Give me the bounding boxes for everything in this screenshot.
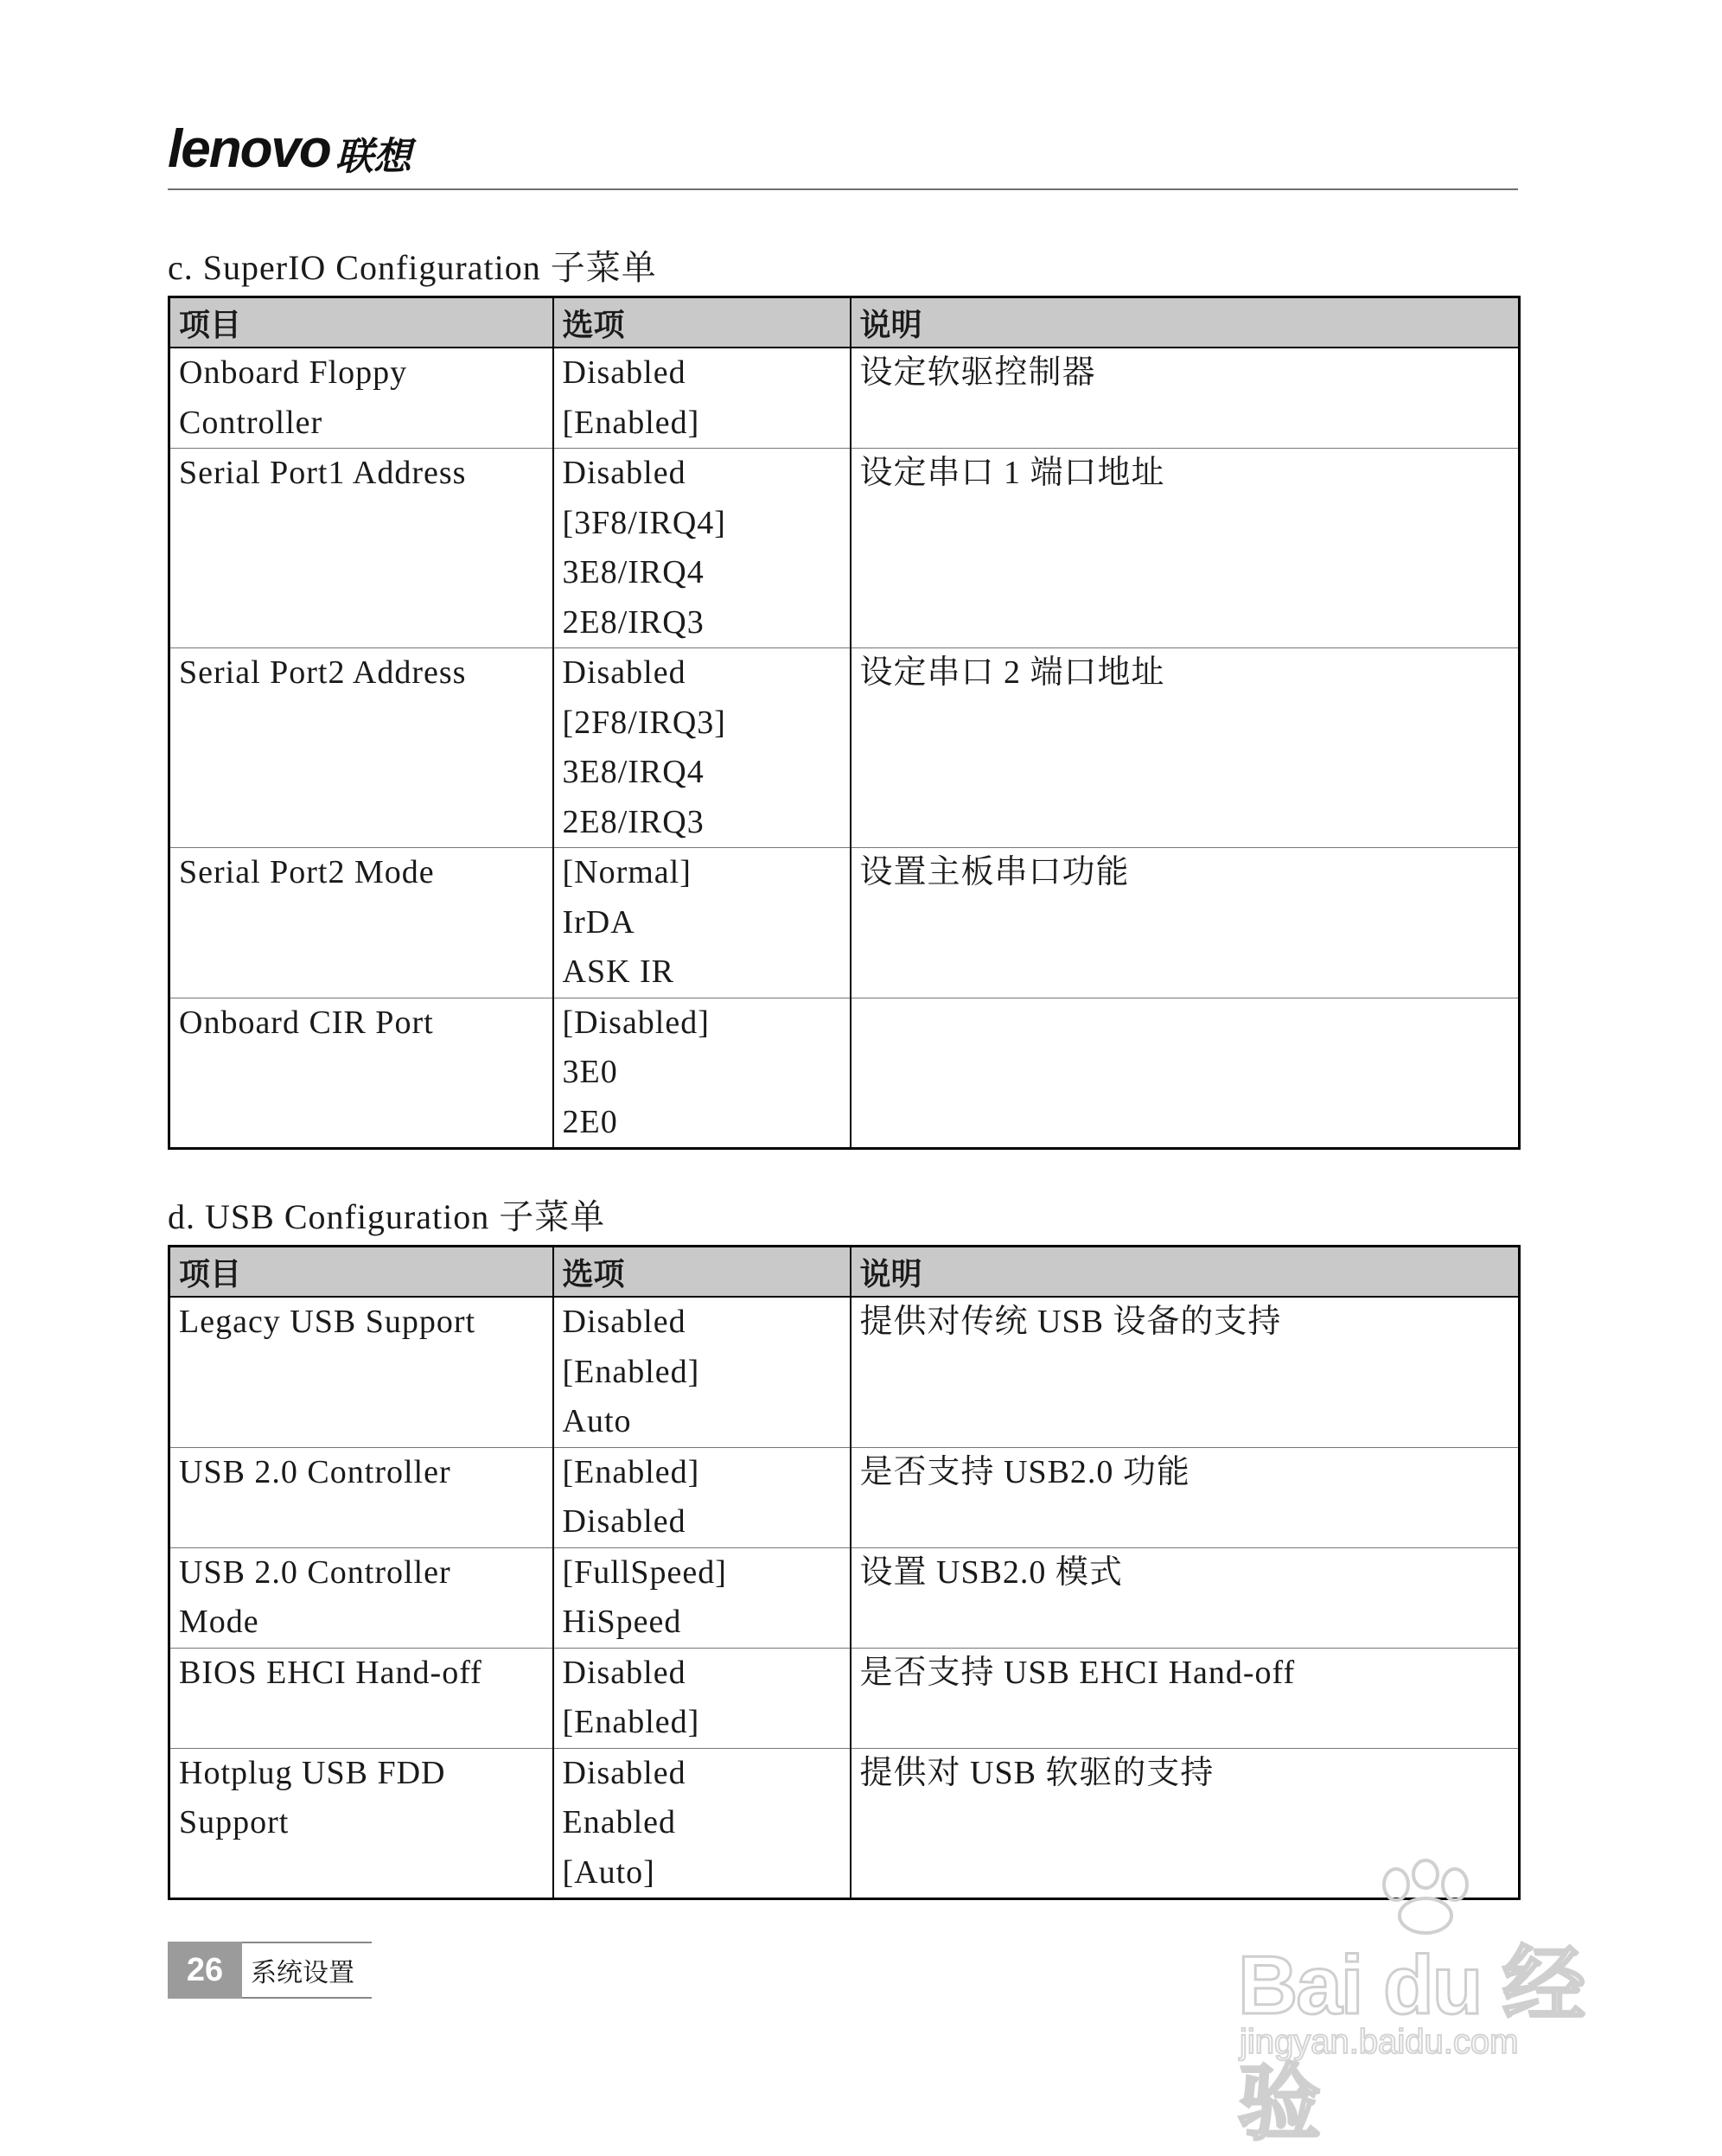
table-row [169, 348, 1520, 449]
baidu-watermark [1228, 1859, 1642, 2150]
cell-options [553, 449, 851, 648]
option-value: [Auto] [562, 1853, 655, 1891]
description-text: 提供对 USB 软驱的支持 [859, 1754, 1215, 1791]
cell-options [553, 1748, 851, 1899]
description-text: 是否支持 USB EHCI Hand-off [859, 1654, 1296, 1691]
cell-options [553, 1297, 851, 1447]
logo-brand: lenovo [168, 119, 330, 179]
cell-item [169, 1547, 553, 1648]
cell-description [851, 1547, 1520, 1648]
section-title-usb: d. USB Configuration 子菜单 [168, 1197, 606, 1236]
table-row [169, 648, 1520, 848]
description-text: 设定串口 2 端口地址 [859, 654, 1165, 691]
cell-item [169, 848, 553, 998]
cell-description [851, 998, 1520, 1149]
item-line: Onboard Floppy [179, 354, 408, 391]
option-value: [Enabled] [562, 1704, 700, 1740]
cell-item [169, 449, 553, 648]
column-header-description: 说明 [851, 297, 1520, 348]
option-value: IrDA [562, 903, 635, 941]
option-value: ASK IR [562, 954, 675, 990]
description-text: 设定串口 1 端口地址 [859, 455, 1165, 491]
cell-options [553, 1547, 851, 1648]
item-line: Onboard CIR Port [179, 1004, 434, 1041]
option-value: Disabled [562, 1754, 686, 1791]
cell-options [553, 998, 851, 1149]
cell-options [553, 348, 851, 449]
description-text: 设置 USB2.0 模式 [859, 1553, 1123, 1591]
cell-description [851, 848, 1520, 998]
item-line: Controller [179, 404, 323, 441]
column-header-item: 项目 [169, 297, 553, 348]
cell-item [169, 648, 553, 848]
option-value: 3E8/IRQ4 [562, 754, 705, 790]
column-header-options: 选项 [553, 1247, 851, 1298]
cell-options [553, 848, 851, 998]
option-value: [Enabled] [562, 1353, 700, 1390]
option-value: 2E0 [562, 1103, 618, 1140]
column-header-item: 项目 [169, 1247, 553, 1298]
description-text: 设定软驱控制器 [859, 354, 1096, 391]
item-line: Serial Port2 Address [179, 654, 467, 691]
table-header-row [169, 297, 1520, 348]
option-value: [Enabled] [562, 404, 700, 441]
cell-description [851, 1297, 1520, 1447]
watermark-main-text: Bai du 经验 [1238, 1939, 1585, 2150]
lenovo-logo [168, 119, 1518, 179]
item-line: BIOS EHCI Hand-off [179, 1654, 482, 1691]
section-title-superio: c. SuperIO Configuration 子菜单 [168, 248, 657, 287]
cell-description [851, 1648, 1520, 1748]
cell-options [553, 648, 851, 848]
option-value: 3E8/IRQ4 [562, 554, 705, 590]
option-value: Disabled [562, 455, 686, 491]
item-line: Mode [179, 1604, 259, 1640]
option-value: Disabled [562, 1304, 686, 1340]
logo-brand-cn: 联想 [335, 135, 411, 179]
cell-description [851, 348, 1520, 449]
table-row [169, 998, 1520, 1149]
option-value: [2F8/IRQ3] [562, 704, 726, 741]
item-line: USB 2.0 Controller [179, 1453, 451, 1490]
column-header-description: 说明 [851, 1247, 1520, 1298]
superio-config-table [168, 296, 1521, 1150]
table-row [169, 1547, 1520, 1648]
table-row [169, 1648, 1520, 1748]
cell-description [851, 648, 1520, 848]
option-value: 2E8/IRQ3 [562, 803, 705, 840]
description-text: 提供对传统 USB 设备的支持 [859, 1304, 1282, 1340]
cell-options [553, 1447, 851, 1547]
usb-config-table [168, 1245, 1521, 1900]
item-line: Legacy USB Support [179, 1304, 476, 1340]
option-value: [Enabled] [562, 1453, 700, 1490]
cell-item [169, 348, 553, 449]
page-number: 26 [168, 1942, 242, 1999]
header-divider [168, 188, 1518, 190]
watermark-url: jingyan.baidu.com [1240, 2023, 1519, 2061]
description-text: 设置主板串口功能 [859, 854, 1130, 890]
column-header-options: 选项 [553, 297, 851, 348]
option-value: HiSpeed [562, 1604, 682, 1640]
cell-description [851, 449, 1520, 648]
cell-item [169, 1297, 553, 1447]
item-line: Serial Port1 Address [179, 455, 467, 491]
description-text: 是否支持 USB2.0 功能 [859, 1453, 1190, 1490]
item-line: Hotplug USB FDD [179, 1754, 446, 1791]
option-value: 3E0 [562, 1054, 618, 1090]
option-value: [Normal] [562, 854, 692, 890]
option-value: [FullSpeed] [562, 1553, 727, 1591]
footer-section-name: 系统设置 [242, 1942, 372, 1999]
option-value: [3F8/IRQ4] [562, 504, 726, 541]
cell-item [169, 1447, 553, 1547]
cell-item [169, 1748, 553, 1899]
item-line: Serial Port2 Mode [179, 854, 435, 890]
cell-item [169, 998, 553, 1149]
option-value: Enabled [562, 1804, 677, 1840]
table-row [169, 1447, 1520, 1547]
table-row [169, 449, 1520, 648]
option-value: Disabled [562, 1654, 686, 1691]
option-value: Auto [562, 1403, 632, 1439]
table-header-row [169, 1247, 1520, 1298]
option-value: Disabled [562, 654, 686, 691]
option-value: 2E8/IRQ3 [562, 603, 705, 641]
item-line: USB 2.0 Controller [179, 1553, 451, 1591]
table-row [169, 1297, 1520, 1447]
option-value: [Disabled] [562, 1004, 710, 1041]
cell-item [169, 1648, 553, 1748]
option-value: Disabled [562, 1503, 686, 1540]
item-line: Support [179, 1804, 290, 1840]
cell-description [851, 1447, 1520, 1547]
page-header [168, 119, 1518, 179]
cell-options [553, 1648, 851, 1748]
page-footer [168, 1942, 372, 1999]
option-value: Disabled [562, 354, 686, 391]
table-row [169, 848, 1520, 998]
